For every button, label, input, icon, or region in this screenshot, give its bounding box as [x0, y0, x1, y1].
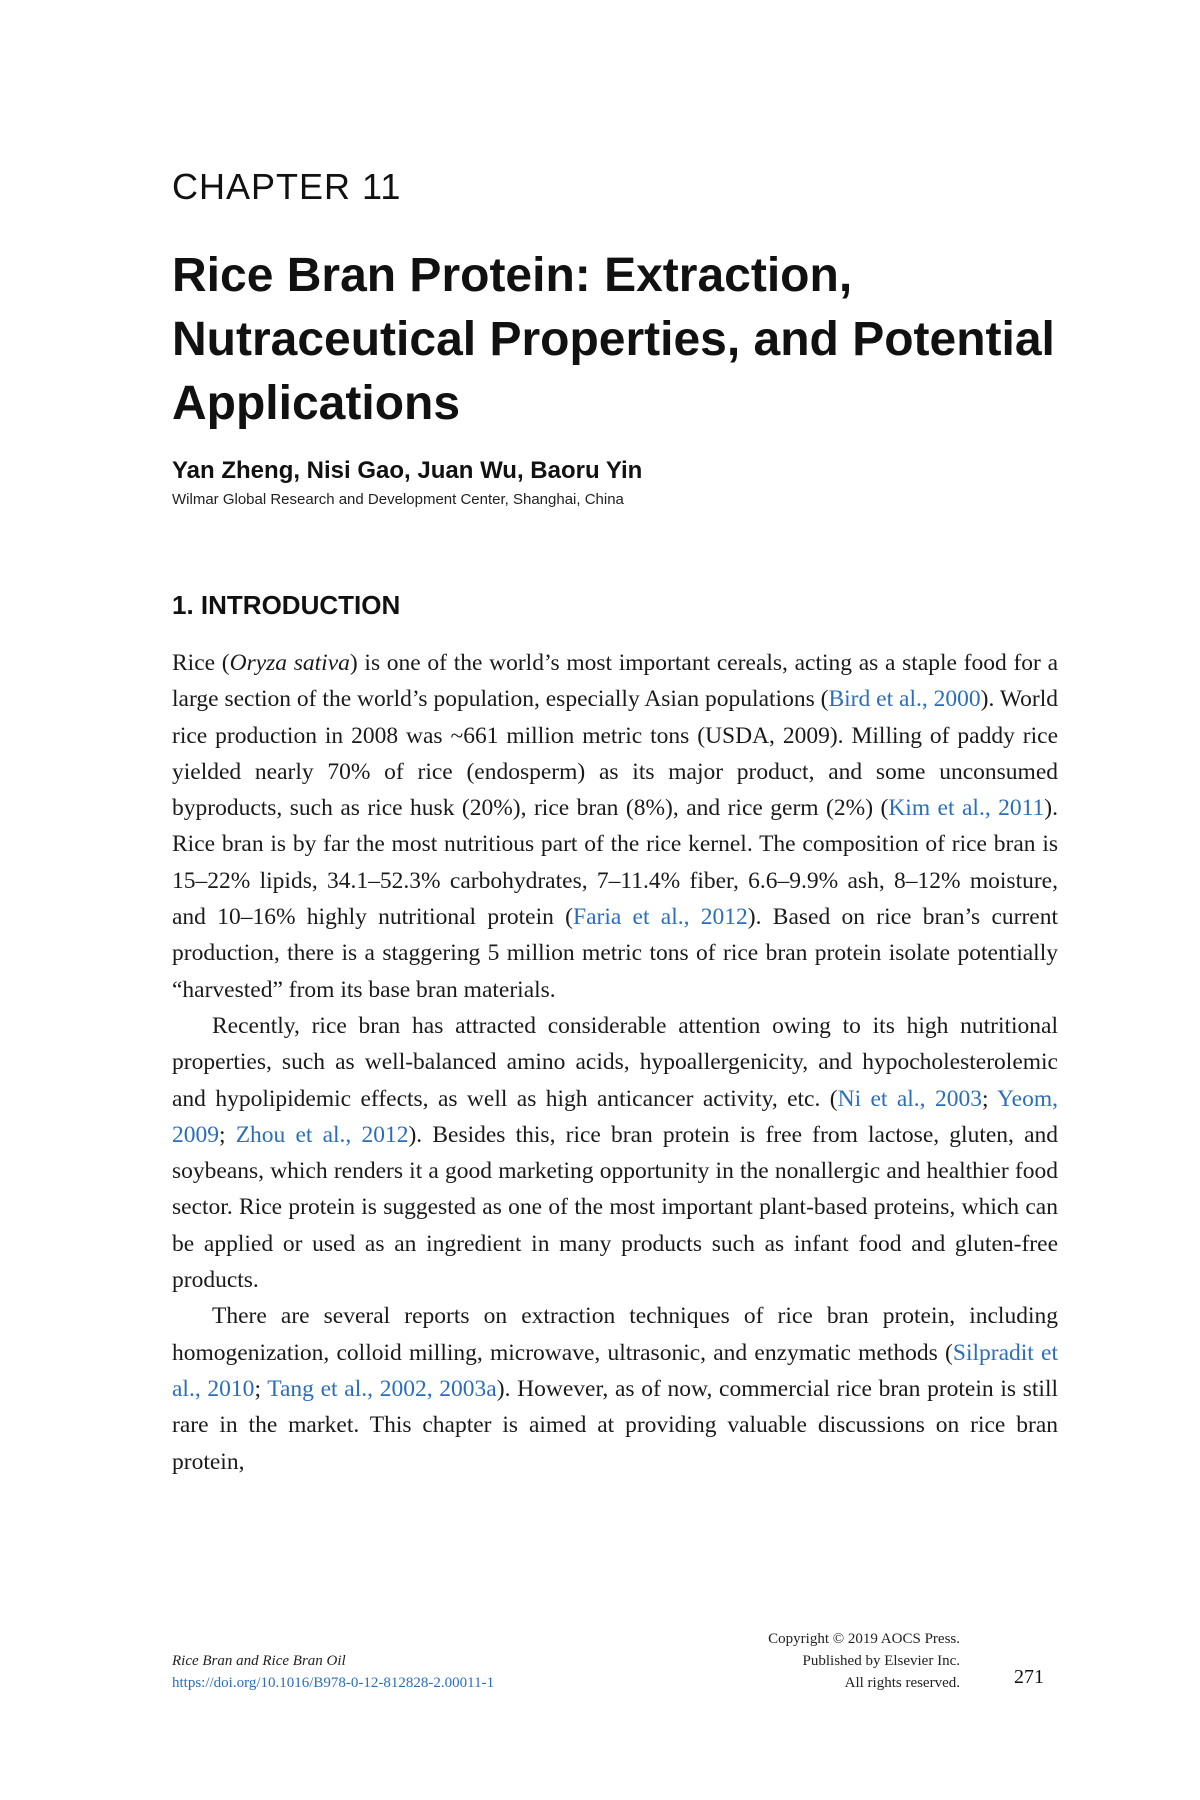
text-run: ). Besides this, rice bran protein is free from lactose, gluten, and soybeans, which renders it a good marketing opportunity in the nonallergic and healthier food sector. Rice protein is suggested as one of the most important plant-based proteins, which can be applied or used as an ingredient in many products such as infant food and gluten-free products.	[172, 1121, 1059, 1294]
text-run: There are several reports on extraction techniques of rice bran protein, including homogenization, colloid milling, microwave, ultrasonic, and enzymatic methods (	[172, 1303, 1058, 1366]
citation-link[interactable]: Ni et al., 2003	[837, 1085, 982, 1112]
page-number: 271	[1014, 1666, 1044, 1688]
copyright-line: Copyright © 2019 AOCS Press.	[768, 1631, 960, 1647]
text-run: Recently, rice bran has attracted considerable attention owing to its high nutritional properties, such as well-balanced amino acids, hypoallergenicity, and hypocholesterolemic and hypolipidemic effects, as well as high anticancer activity, etc. (	[172, 1012, 1058, 1112]
text-run: Rice (	[172, 650, 230, 676]
book-title: Rice Bran and Rice Bran Oil	[172, 1653, 346, 1669]
text-run: ). World rice production in 2008 was ~661 million metric tons (USDA, 2009). Milling of paddy rice yielded nearly 70% of rice (endosperm) as its major product, and some unconsumed byproducts, such as rice husk (20%), rice bran (8%), and rice germ (2%) (	[172, 686, 1058, 822]
paragraph-2	[172, 1008, 1058, 1298]
body-text	[172, 645, 1058, 1480]
species-name: Oryza sativa	[229, 650, 350, 676]
section-heading: 1. INTRODUCTION	[172, 590, 401, 620]
chapter-title: Rice Bran Protein: Extraction, Nutraceutical Properties, and Potential Applications	[172, 249, 1055, 430]
publisher-line: Published by Elsevier Inc.	[802, 1653, 960, 1669]
author-list: Yan Zheng, Nisi Gao, Juan Wu, Baoru Yin	[172, 457, 643, 484]
doi-link[interactable]: https://doi.org/10.1016/B978-0-12-812828-2.00011-1	[172, 1675, 495, 1691]
chapter-label: CHAPTER 11	[172, 166, 402, 207]
text-run: ). However, as of now, commercial rice bran protein is still rare in the market. This chapter is aimed at providing valuable discussions on rice bran protein,	[172, 1375, 1059, 1475]
footer-copyright	[768, 1628, 960, 1694]
citation-link[interactable]: Faria et al., 2012	[573, 904, 748, 931]
paragraph-1	[172, 645, 1058, 1008]
text-run: ). Rice bran is by far the most nutritious part of the rice kernel. The composition of rice bran is 15–22% lipids, 34.1–52.3% carbohydrates, 7–11.4% fiber, 6.6–9.9% ash, 8–12% moisture, and 10–16% highly nutritional protein (	[172, 795, 1058, 931]
citation-link[interactable]: Yeom, 2009	[172, 1085, 1058, 1148]
citation-link[interactable]: Tang et al., 2002, 2003a	[267, 1375, 497, 1402]
text-run: ) is one of the world’s most important cereals, acting as a staple food for a large section of the world’s population, especially Asian populations (	[172, 650, 1058, 713]
citation-link[interactable]: Bird et al., 2000	[828, 686, 981, 713]
rights-line: All rights reserved.	[844, 1675, 960, 1691]
text-run: ;	[254, 1375, 268, 1402]
citation-link[interactable]: Silpradit et al., 2010	[172, 1339, 1058, 1402]
text-run: ;	[981, 1085, 998, 1112]
text-run: ;	[219, 1121, 236, 1148]
citation-link[interactable]: Kim et al., 2011	[888, 795, 1045, 822]
paragraph-3	[172, 1298, 1058, 1479]
text-run: ). Based on rice bran’s current production, there is a staggering 5 million metric tons of rice bran protein isolate potentially “harvested” from its base bran materials.	[172, 904, 1058, 1003]
citation-link[interactable]: Zhou et al., 2012	[235, 1121, 409, 1148]
footer-book-info	[172, 1650, 494, 1694]
author-affiliation: Wilmar Global Research and Development Center, Shanghai, China	[172, 491, 624, 508]
